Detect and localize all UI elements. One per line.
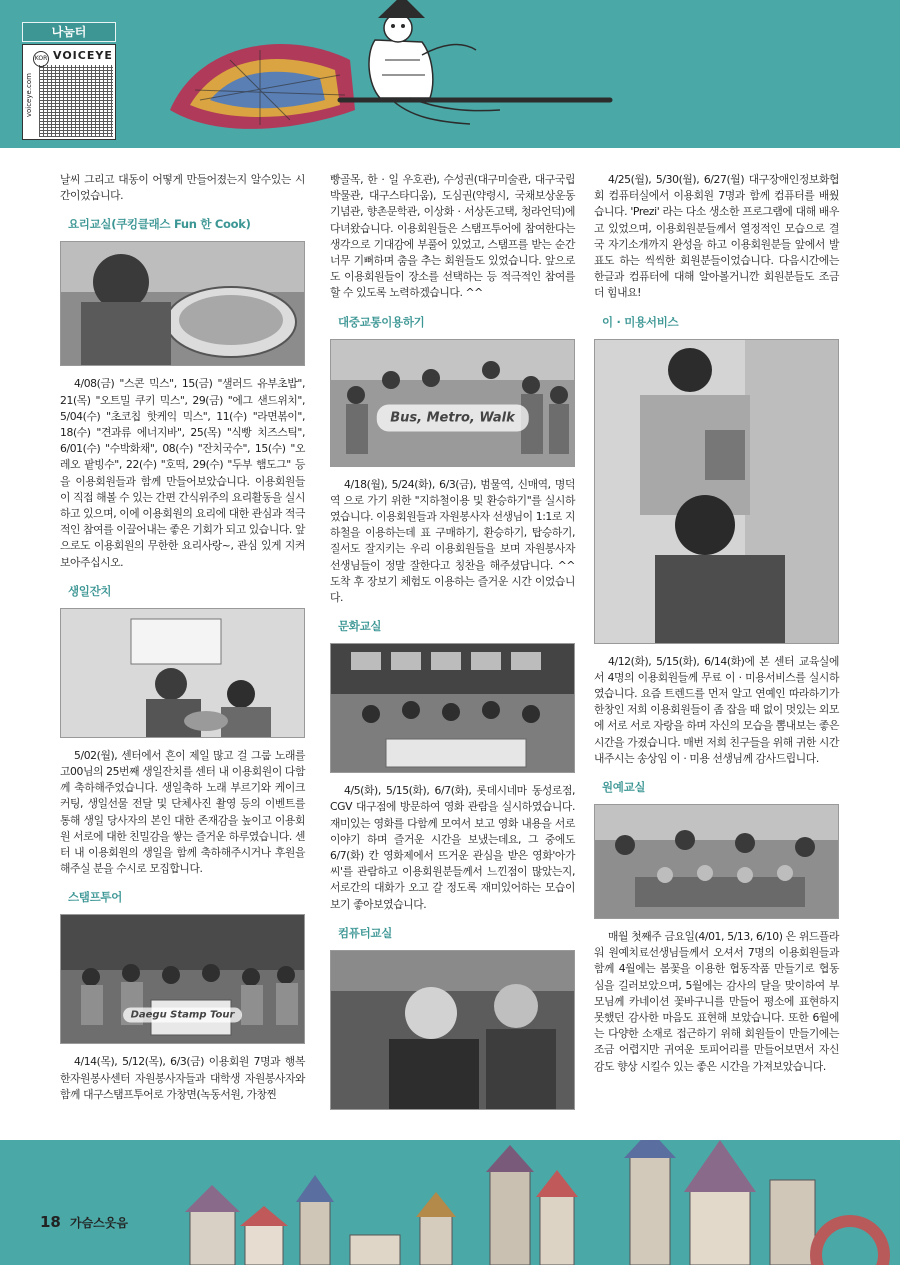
section-title-stamp-tour: 스탬프투어 xyxy=(68,890,123,905)
col1-birthday-text: 5/02(월), 센터에서 흔이 제일 많고 걸 그룹 노래를 고00님의 25번째 생일잔치를 센터 내 이용회원이 다함께 축하해주었습니다. 생일축하 노래 부르기와 케이크 커팅, 생일선물 전달 및 단체사진 촬영 등의 이벤트를 통해 생일 당사자의 본인 대한 존재감을 높이고 이용회원 서로에 대한 친밀감을 쌓는 즐거운 하루였습니다. 센터 내 이용회원의 생일을 함께 축하해주시거나 후원을 해주실 분을 수시로 모집합니다. xyxy=(60,748,305,876)
stamp-tour-banner: Daegu Stamp Tour xyxy=(123,1008,243,1023)
photo-public-transit xyxy=(330,339,575,467)
col3-intro: 4/25(월), 5/30(월), 6/27(월) 대구장애인정보화협회 컴퓨터실에서 이용회원 7명과 함께 컴퓨터를 배웠습니다. 'Prezi' 라는 다소 생소한 프로그램에 대해 배우고 있었으며, 이용회원분들께서 열정적인 모습으로 결국 자기소개까지 완성을 하고 이용회원분들 앞에서 발표도 하는 씩씩한 회원분들이었습니다. 다음시간에는 한글과 컴퓨터에 대해 알아볼거니깐 회원분들도 조금더 힘내요! xyxy=(594,173,839,300)
photo-gardening-class-image xyxy=(595,805,839,919)
witch-illustration xyxy=(140,0,900,148)
footer-band xyxy=(0,1140,900,1265)
section-title-public-transit: 대중교통이용하기 xyxy=(338,314,425,329)
section-title-birthday: 생일잔치 xyxy=(68,583,112,598)
section-tag-label: 나눔터 xyxy=(51,25,87,39)
photo-hair-service xyxy=(594,339,839,644)
section-title-culture-class: 문화교실 xyxy=(338,619,382,634)
page-number: 18 xyxy=(40,1213,61,1231)
section-title-cooking: 요리교실(쿠킹클래스 Fun 한 Cook) xyxy=(68,217,251,232)
col1-intro: 날씨 그리고 대동이 어떻게 만들어졌는지 알수있는 시간이었습니다. xyxy=(60,173,305,203)
transit-banner: Bus, Metro, Walk xyxy=(376,404,528,431)
photo-stamp-tour-image xyxy=(61,915,305,1044)
section-title-gardening-class: 원예교실 xyxy=(602,780,646,795)
column-1 xyxy=(60,172,305,1103)
col1-stamp-tour-text: 4/14(목), 5/12(목), 6/3(금) 이용회원 7명과 행복한자원봉사센터 자원봉사자들과 대학생 자원봉사자와 함께 대구스탬프투어로 가창면(녹동서원, 가창찐 xyxy=(60,1055,305,1101)
photo-computer-class xyxy=(330,950,575,1110)
col3-gardening-text: 매월 첫째주 금요일(4/01, 5/13, 6/10) 은 위드플라워 원예치료선생님들께서 오셔서 7명의 이용회원들과 함께 4월에는 봄꽃을 이용한 협동작품 만들기로 협동심을 길러보았으며, 5월에는 감사의 달을 맞이하여 부모님께 카네이션 꽃바구니를 만들어 평소에 표현하지 못했던 감사한 마음도 표현해 보았습니다. 또한 6월에는 다양한 소재로 접근하기 위해 회원들이 만들기에는 조금 어렵지만 귀여운 토피어리를 만들어보면서 자신감도 향상 시킬수 있는 좋은 시간을 가져보았습니다. xyxy=(594,930,839,1073)
photo-birthday-image xyxy=(61,609,305,738)
photo-gardening-class xyxy=(594,804,839,919)
photo-culture-class xyxy=(330,643,575,773)
photo-cooking xyxy=(60,241,305,366)
col2-intro: 빵골목, 한 · 일 우호관), 수성권(대구미술관, 대구국립박물관, 대구스타디움), 도심권(약령시, 국채보상운동기념관, 향촌문학관, 이상화 · 서상돈고택, 청라언덕)에 다녀왔습니다. 이용회원들은 스탬프투어에 참여한다는 생각으로 기대감에 부풀어 있었고, 스탬프를 받는 순간 너무 기뻐하며 춤을 추는 회원들도 있었습니다. 앞으로도 이용회원들이 장소를 선택하는 등 적극적인 참여를 할 수 있도록 노력하겠습니다. ^^ xyxy=(330,173,575,300)
column-3 xyxy=(594,172,839,1075)
photo-hair-service-image xyxy=(595,340,839,644)
magazine-name: 가슴스웃음 xyxy=(70,1216,128,1230)
photo-stamp-tour xyxy=(60,914,305,1044)
photo-cooking-image xyxy=(61,242,305,366)
voiceye-code xyxy=(22,44,116,140)
photo-birthday xyxy=(60,608,305,738)
voiceye-badge: KOR xyxy=(33,51,49,67)
section-title-computer-class: 컴퓨터교실 xyxy=(338,925,393,940)
section-tag xyxy=(22,22,116,42)
col3-hair-text: 4/12(화), 5/15(화), 6/14(화)에 본 센터 교육실에서 4명의 이용회원들께 무료 이 · 미용서비스를 실시하였습니다. 요즘 트렌드를 먼저 알고 연예인 따라하기가 한창인 저희 이용회원들이 좀 잡을 때 없이 멋있는 외모에 서로 서로 자랑을 하며 자신의 모습을 뽐내보는 좋은 시간을 가졌습니다. 매번 저희 친구들을 위해 귀한 시간 내주시는 송상임 이 · 미용 선생님께 감사드립니다. xyxy=(594,654,839,765)
voiceye-url: voiceye.com xyxy=(25,73,33,118)
photo-culture-class-image xyxy=(331,644,575,773)
voiceye-logo: VOICEYE xyxy=(53,49,113,62)
section-title-hair-service: 이 · 미용서비스 xyxy=(602,314,679,329)
column-2 xyxy=(330,172,575,1120)
col2-culture-text: 4/5(화), 5/15(화), 6/7(화), 롯데시네마 동성로점, CGV 대구점에 방문하여 영화 관람을 실시하였습니다. 재미있는 영화를 다함께 모여서 보고 영화 내용을 서로 이야기 하며 즐거운 시간을 보냈는데요, 그 중에도 6/7(화) 칸 영화제에서 뜨거운 관심을 받은 영화'아가씨'를 관람하고 이용회원분들께서 느낀점이 많았는지, 서로간의 대화가 오고 갈 정도록 재미있어하는 모습이 보기 좋아보였습니다. xyxy=(330,784,575,911)
col2-transit-text: 4/18(월), 5/24(화), 6/3(금), 범물역, 신매역, 명덕역 으로 가기 위한 "지하철이용 및 환승하기"를 실시하였습니다. 이용회원들과 자원봉사자 선생님이 1:1로 지하철을 이용하는데 표 구매하기, 환승하기, 탑승하기, 질서도 잘지키는 우리 이용회원들을 보며 자원봉사자 선생님들이 정말 잘한다고 칭찬을 해주셨답니다. ^^ 도착 후 장보기 체험도 이용하는 즐거운 시간 이었습니다. xyxy=(330,477,575,605)
voiceye-barcode xyxy=(39,65,113,137)
photo-public-transit-image xyxy=(331,340,575,467)
photo-computer-class-image xyxy=(331,951,575,1110)
town-illustration xyxy=(150,1140,900,1265)
col1-cooking-text: 4/08(금) "스콘 믹스", 15(금) "샐러드 유부초밥", 21(목) "오트밀 쿠키 믹스", 29(금) "에그 샌드위치", 5/04(수) "초코칩 핫케익 믹스", 11(수) "라면볶이", 18(수) "견과류 에너지바", 25(목) "식빵 치즈스틱", 6/01(수) "수박화채", 08(수) "잔치국수", 15(수) "오레오 팥빙수", 22(수) "호떡, 29(수) "두부 햄도그" 등을 이용회원들과 함께 만들어보았습니다. 이용회원들이 직접 해볼 수 있는 간편 간식위주의 요리활동을 실시하고 있으며, 이에 이용회원의 요리에 대한 관심과 적극적인 참여를 이끌어내는 좋은 기회가 되고 있습니다. 앞으로도 이용회원의 무한한 요리사랑~, 관심 있게 지켜 보아주십시오. xyxy=(60,377,305,569)
header-band xyxy=(0,0,900,148)
